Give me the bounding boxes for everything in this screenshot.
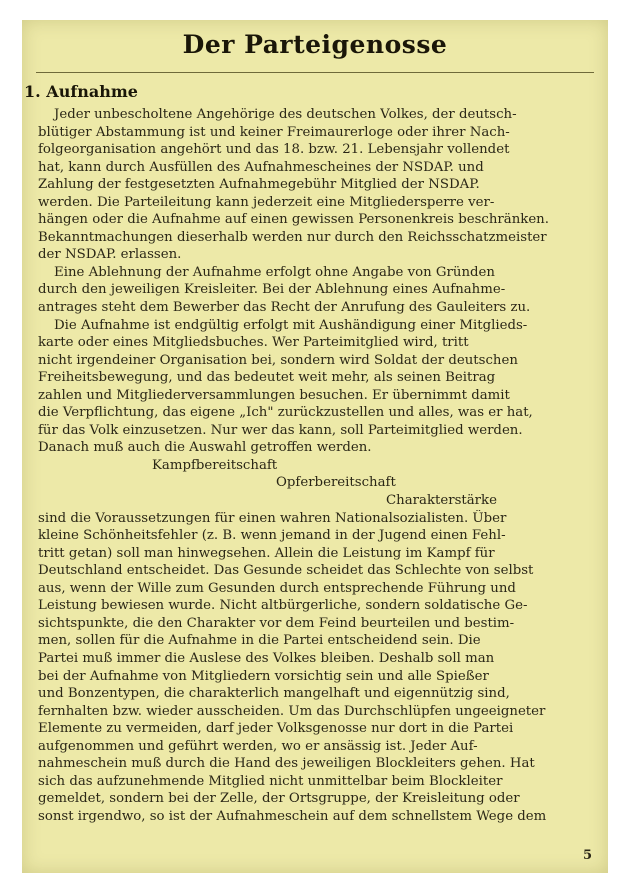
text-line: sonst irgendwo, so ist der Aufnahmeschein auf dem schnellstem Wege dem xyxy=(38,808,547,824)
text-line: Die Aufnahme ist endgültig erfolgt mit Aushändigung einer Mitglieds- xyxy=(54,317,528,333)
text-line: Eine Ablehnung der Aufnahme erfolgt ohne Angabe von Gründen xyxy=(54,264,495,280)
text-line: hängen oder die Aufnahme auf einen gewissen Personenkreis beschränken. xyxy=(38,212,549,228)
body-text xyxy=(38,106,594,825)
text-line: für das Volk einzusetzen. Nur wer das kann, soll Parteimitglied werden. xyxy=(38,422,523,438)
text-line: nicht irgendeiner Organisation bei, sondern wird Soldat der deutschen xyxy=(38,352,518,368)
text-line: Danach muß auch die Auswahl getroffen werden. xyxy=(38,440,372,456)
text-line: aufgenommen und geführt werden, wo er ansässig ist. Jeder Auf- xyxy=(38,738,478,754)
text-line: Jeder unbescholtene Angehörige des deutschen Volkes, der deutsch- xyxy=(54,107,517,122)
text-line: die Verpflichtung, das eigene „Ich" zurückzustellen und alles, was er hat, xyxy=(38,405,533,421)
text-line: und Bonzentypen, die charakterlich mangelhaft und eigennützig sind, xyxy=(38,686,510,702)
text-line: sich das aufzunehmende Mitglied nicht unmittelbar beim Blockleiter xyxy=(38,773,503,789)
text-line: fernhalten bzw. wieder ausscheiden. Um das Durchschlüpfen ungeeigneter xyxy=(38,703,546,719)
text-line: Leistung bewiesen wurde. Nicht altbürgerliche, sondern soldatische Ge- xyxy=(38,598,528,614)
text-line: sind die Voraussetzungen für einen wahren Nationalsozialisten. Über xyxy=(38,510,507,526)
emphasis-line: Charakterstärke xyxy=(386,493,497,509)
page-title: Der Parteigenosse xyxy=(182,30,448,59)
text-line: Zahlung der festgesetzten Aufnahmegebühr Mitglied der NSDAP. xyxy=(38,177,480,193)
text-line: Freiheitsbewegung, und das bedeutet weit mehr, als seinen Beitrag xyxy=(38,370,496,386)
text-line: der NSDAP. erlassen. xyxy=(38,247,182,263)
page-number: 5 xyxy=(582,848,592,863)
text-line: bei der Aufnahme von Mitgliedern vorsichtig sein und alle Spießer xyxy=(38,668,489,684)
text-line: Partei muß immer die Auslese des Volkes bleiben. Deshalb soll man xyxy=(38,650,495,666)
text-line: aus, wenn der Wille zum Gesunden durch entsprechende Führung und xyxy=(38,580,516,596)
section-heading: 1. Aufnahme xyxy=(24,82,138,101)
emphasis-line: Kampfbereitschaft xyxy=(152,457,278,473)
text-line: kleine Schönheitsfehler (z. B. wenn jemand in der Jugend einen Fehl- xyxy=(38,528,506,544)
text-line: men, sollen für die Aufnahme in die Partei entscheidend sein. Die xyxy=(38,633,481,649)
text-line: hat, kann durch Ausfüllen des Aufnahmescheines der NSDAP. und xyxy=(38,159,484,175)
text-line: werden. Die Parteileitung kann jederzeit eine Mitgliedersperre ver- xyxy=(38,194,495,210)
text-line: tritt getan) soll man hinwegsehen. Allein die Leistung im Kampf für xyxy=(38,545,495,561)
text-line: folgeorganisation angehört und das 18. bzw. 21. Lebensjahr vollendet xyxy=(38,142,510,158)
text-line: durch den jeweiligen Kreisleiter. Bei der Ablehnung eines Aufnahme- xyxy=(38,282,506,298)
document-page xyxy=(22,20,608,873)
text-line: Deutschland entscheidet. Das Gesunde scheidet das Schlechte von selbst xyxy=(38,563,534,579)
emphasis-line: Opferbereitschaft xyxy=(276,475,396,491)
text-line: sichtspunkte, die den Charakter vor dem Feind beurteilen und bestim- xyxy=(38,615,515,631)
text-line: Bekanntmachungen dieserhalb werden nur durch den Reichsschatzmeister xyxy=(38,229,547,245)
text-line: gemeldet, sondern bei der Zelle, der Ortsgruppe, der Kreisleitung oder xyxy=(38,791,520,807)
text-line: karte oder eines Mitgliedsbuches. Wer Parteimitglied wird, tritt xyxy=(38,335,469,351)
text-line: Elemente zu vermeiden, darf jeder Volksgenosse nur dort in die Partei xyxy=(38,721,514,737)
text-line: blütiger Abstammung ist und keiner Freimaurerloge oder ihrer Nach- xyxy=(38,124,510,140)
title-divider xyxy=(36,72,594,73)
text-line: nahmeschein muß durch die Hand des jeweiligen Blockleiters gehen. Hat xyxy=(38,756,535,772)
text-line: zahlen und Mitgliederversammlungen besuchen. Er übernimmt damit xyxy=(38,387,510,403)
text-line: antrages steht dem Bewerber das Recht der Anrufung des Gauleiters zu. xyxy=(38,300,531,316)
